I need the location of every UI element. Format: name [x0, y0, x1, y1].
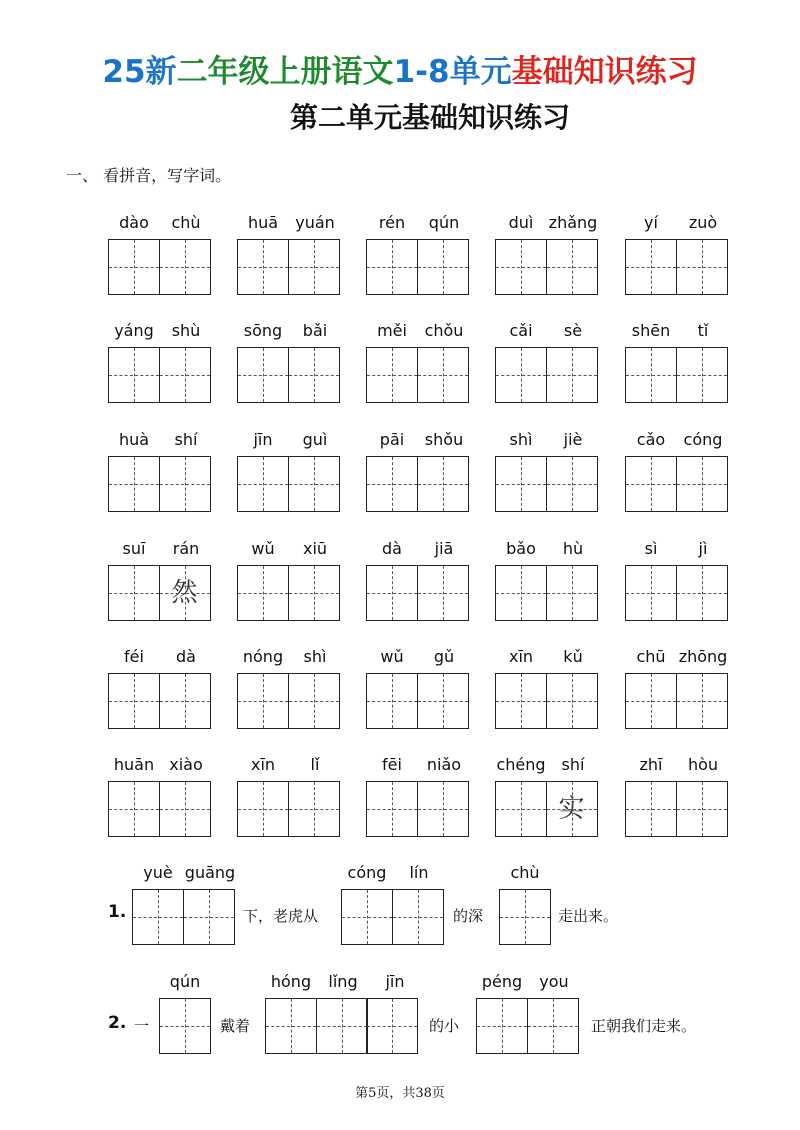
page-title: [0, 46, 800, 91]
word-r5-w3-hint-char: 实: [558, 794, 585, 824]
word-r2-w4-writing-box[interactable]: [625, 456, 729, 512]
sentence-2-word-1-cell-0[interactable]: [159, 998, 211, 1054]
title-part-blue: 25新: [102, 54, 177, 90]
sentence-1-word-1-writing-box[interactable]: [132, 889, 236, 945]
word-r5-w1-pinyin-1: lǐ: [310, 755, 320, 774]
word-r4-w2-cell-1[interactable]: [417, 673, 469, 729]
word-r3-w0-pinyin-0: suī: [122, 539, 146, 558]
word-r0-w1-pinyin-1: yuán: [295, 213, 335, 232]
word-r2-w1-pinyin-1: guì: [302, 430, 328, 449]
sentence-2-word-2-pinyin-0: hóng: [270, 972, 312, 991]
sentence-2-text-1: 戴着: [220, 1017, 251, 1035]
word-r4-w3-writing-box[interactable]: [495, 673, 599, 729]
word-r2-w2-cell-0[interactable]: [366, 456, 418, 512]
word-r4-w3-pinyin-0: xīn: [508, 647, 534, 666]
word-r1-w2-writing-box[interactable]: [366, 347, 470, 403]
word-r0-w4-pinyin-0: yí: [644, 213, 658, 232]
word-r5-w2-writing-box[interactable]: [366, 781, 470, 837]
word-r0-w0-pinyin-0: dào: [119, 213, 149, 232]
word-r4-w4-pinyin-1: zhōng: [678, 647, 728, 666]
word-r5-w0-pinyin-1: xiào: [169, 755, 203, 774]
word-r0-w2-pinyin-1: qún: [428, 213, 460, 232]
sentence-2-word-1-pinyin-0: qún: [169, 972, 201, 991]
word-r5-w2-pinyin-0: fēi: [382, 755, 402, 774]
word-r3-w0-pinyin-1: rán: [172, 539, 200, 558]
sentence-1-word-2-pinyin-1: lín: [409, 863, 429, 882]
word-r4-w1-writing-box[interactable]: [237, 673, 341, 729]
word-r3-w1-writing-box[interactable]: [237, 565, 341, 621]
word-r0-w0-cell-1[interactable]: [159, 239, 211, 295]
title-part-red: 基础知识练习: [511, 54, 698, 90]
word-r2-w1-writing-box[interactable]: [237, 456, 341, 512]
word-r1-w3-pinyin-0: cǎi: [509, 321, 533, 340]
sentence-1-text-1: 下，老虎从: [243, 907, 319, 925]
word-r5-w4-cell-0[interactable]: [625, 781, 677, 837]
word-r5-w3-pinyin-0: chéng: [496, 755, 546, 774]
word-r3-w2-pinyin-0: dà: [382, 539, 402, 558]
word-r4-w4-writing-box[interactable]: [625, 673, 729, 729]
word-r5-w3-pinyin-1: shí: [561, 755, 585, 774]
word-r4-w3-cell-0[interactable]: [495, 673, 547, 729]
word-r5-w2-cell-0[interactable]: [366, 781, 418, 837]
sentence-2-word-2-writing-box[interactable]: [265, 998, 421, 1054]
page-footer: 第5页，共38页: [355, 1086, 445, 1101]
word-r1-w0-cell-1[interactable]: [159, 347, 211, 403]
word-r3-w4-pinyin-1: jì: [698, 539, 708, 558]
word-r4-w0-pinyin-0: féi: [124, 647, 144, 666]
sentence-1-text-2: 的深: [453, 907, 484, 925]
word-r3-w1-cell-0[interactable]: [237, 565, 289, 621]
word-r4-w2-pinyin-0: wǔ: [380, 647, 404, 666]
word-r2-w2-cell-1[interactable]: [417, 456, 469, 512]
word-r2-w1-pinyin-0: jīn: [253, 430, 273, 449]
word-r2-w1-cell-1[interactable]: [288, 456, 340, 512]
word-r1-w2-cell-1[interactable]: [417, 347, 469, 403]
word-r2-w4-pinyin-1: cóng: [683, 430, 723, 449]
sentence-1-word-1-cell-1[interactable]: [183, 889, 235, 945]
word-r4-w0-writing-box[interactable]: [108, 673, 212, 729]
word-r3-w2-cell-0[interactable]: [366, 565, 418, 621]
section-heading: 一、 看拼音，写字词。: [66, 166, 232, 185]
word-r1-w1-writing-box[interactable]: [237, 347, 341, 403]
page-subtitle: 第二单元基础知识练习: [289, 101, 570, 134]
sentence-1-word-3-pinyin-0: chù: [510, 863, 540, 882]
sentence-2-word-2-cell-1[interactable]: [316, 998, 368, 1054]
word-r4-w4-pinyin-0: chū: [636, 647, 666, 666]
word-r1-w3-cell-1[interactable]: [546, 347, 598, 403]
word-r1-w3-cell-0[interactable]: [495, 347, 547, 403]
word-r4-w3-cell-1[interactable]: [546, 673, 598, 729]
word-r0-w3-cell-0[interactable]: [495, 239, 547, 295]
word-r2-w0-writing-box[interactable]: [108, 456, 212, 512]
word-r3-w4-cell-1[interactable]: [676, 565, 728, 621]
word-r5-w0-writing-box[interactable]: [108, 781, 212, 837]
word-r5-w4-writing-box[interactable]: [625, 781, 729, 837]
sentence-2-word-2-pinyin-1: lǐng: [328, 972, 358, 991]
word-r3-w1-pinyin-1: xiū: [302, 539, 328, 558]
word-r2-w0-pinyin-0: huà: [118, 430, 150, 449]
word-r4-w2-cell-0[interactable]: [366, 673, 418, 729]
word-r5-w1-pinyin-0: xīn: [250, 755, 276, 774]
word-r0-w1-writing-box[interactable]: [237, 239, 341, 295]
word-r0-w3-writing-box[interactable]: [495, 239, 599, 295]
word-r3-w0-cell-1[interactable]: [159, 565, 211, 621]
word-r1-w3-writing-box[interactable]: [495, 347, 599, 403]
word-r4-w0-cell-1[interactable]: [159, 673, 211, 729]
word-r5-w0-cell-0[interactable]: [108, 781, 160, 837]
word-r2-w3-writing-box[interactable]: [495, 456, 599, 512]
sentence-2-text-2: 的小: [429, 1017, 460, 1035]
word-r4-w3-pinyin-1: kǔ: [563, 647, 583, 666]
word-r0-w2-cell-0[interactable]: [366, 239, 418, 295]
word-r3-w3-writing-box[interactable]: [495, 565, 599, 621]
word-r1-w4-cell-1[interactable]: [676, 347, 728, 403]
title-part-green: 二年级上册语文: [176, 54, 394, 90]
word-r2-w0-cell-0[interactable]: [108, 456, 160, 512]
sentence-2-word-3-writing-box[interactable]: [476, 998, 580, 1054]
sentence-1-number: 1.: [108, 902, 127, 922]
word-r4-w1-cell-0[interactable]: [237, 673, 289, 729]
word-r3-w2-cell-1[interactable]: [417, 565, 469, 621]
word-r3-w2-pinyin-1: jiā: [434, 539, 454, 558]
word-r2-w0-cell-1[interactable]: [159, 456, 211, 512]
word-r1-w0-cell-0[interactable]: [108, 347, 160, 403]
word-r4-w0-cell-0[interactable]: [108, 673, 160, 729]
word-r3-w0-hint-char: 然: [171, 578, 198, 608]
word-r2-w3-cell-1[interactable]: [546, 456, 598, 512]
sentence-2-word-1-writing-box[interactable]: [159, 998, 211, 1054]
word-r3-w1-pinyin-0: wǔ: [251, 539, 275, 558]
word-r2-w2-writing-box[interactable]: [366, 456, 470, 512]
word-r4-w1-cell-1[interactable]: [288, 673, 340, 729]
word-r0-w4-cell-1[interactable]: [676, 239, 728, 295]
word-r3-w3-pinyin-1: hù: [562, 539, 584, 558]
word-r2-w2-pinyin-1: shǒu: [424, 430, 464, 449]
word-r2-w0-pinyin-1: shí: [174, 430, 198, 449]
word-r2-w3-pinyin-1: jiè: [563, 430, 583, 449]
sentence-1-word-2-writing-box[interactable]: [341, 889, 445, 945]
word-r0-w3-pinyin-1: zhǎng: [548, 213, 598, 232]
word-r3-w3-cell-1[interactable]: [546, 565, 598, 621]
word-r3-w3-pinyin-0: bǎo: [506, 539, 536, 558]
sentence-2-word-3-pinyin-0: péng: [481, 972, 523, 991]
word-r2-w2-pinyin-0: pāi: [379, 430, 405, 449]
word-r1-w4-pinyin-0: shēn: [631, 321, 671, 340]
title-part-blue-2: 1-8单元: [393, 54, 512, 90]
word-r5-w3-writing-box[interactable]: [495, 781, 599, 837]
word-r3-w1-cell-1[interactable]: [288, 565, 340, 621]
sentence-2-word-3-cell-1[interactable]: [527, 998, 579, 1054]
word-r3-w4-writing-box[interactable]: [625, 565, 729, 621]
word-r0-w1-cell-1[interactable]: [288, 239, 340, 295]
word-r5-w1-cell-1[interactable]: [288, 781, 340, 837]
word-r1-w1-pinyin-1: bǎi: [302, 321, 328, 340]
sentence-2-text-3: 正朝我们走来。: [591, 1017, 697, 1035]
word-r2-w4-pinyin-0: cǎo: [636, 430, 666, 449]
sentence-1-word-2-cell-1[interactable]: [392, 889, 444, 945]
sentence-2-word-3-pinyin-1: you: [539, 972, 569, 991]
word-r3-w3-cell-0[interactable]: [495, 565, 547, 621]
sentence-1-word-3-writing-box[interactable]: [499, 889, 551, 945]
word-r3-w2-writing-box[interactable]: [366, 565, 470, 621]
word-r5-w0-cell-1[interactable]: [159, 781, 211, 837]
sentence-1-word-3-cell-0[interactable]: [499, 889, 551, 945]
word-r2-w3-cell-0[interactable]: [495, 456, 547, 512]
word-r5-w1-writing-box[interactable]: [237, 781, 341, 837]
word-r4-w0-pinyin-1: dà: [176, 647, 196, 666]
word-r2-w1-cell-0[interactable]: [237, 456, 289, 512]
word-r2-w4-cell-0[interactable]: [625, 456, 677, 512]
word-r0-w1-cell-0[interactable]: [237, 239, 289, 295]
word-r1-w4-cell-0[interactable]: [625, 347, 677, 403]
word-r5-w4-pinyin-1: hòu: [687, 755, 719, 774]
sentence-1-word-1-pinyin-0: yuè: [143, 863, 173, 882]
word-r3-w0-cell-0[interactable]: [108, 565, 160, 621]
word-r4-w1-pinyin-0: nóng: [242, 647, 284, 666]
sentence-2-word-2-cell-2[interactable]: [366, 998, 418, 1054]
word-r0-w4-cell-0[interactable]: [625, 239, 677, 295]
word-r4-w4-cell-0[interactable]: [625, 673, 677, 729]
word-r3-w0-writing-box[interactable]: [108, 565, 212, 621]
word-r5-w0-pinyin-0: huān: [113, 755, 155, 774]
word-r0-w4-writing-box[interactable]: [625, 239, 729, 295]
word-r0-w0-pinyin-1: chù: [171, 213, 201, 232]
word-r0-w3-cell-1[interactable]: [546, 239, 598, 295]
sentence-2-word-3-cell-0[interactable]: [476, 998, 528, 1054]
word-r1-w4-writing-box[interactable]: [625, 347, 729, 403]
word-r1-w0-pinyin-0: yáng: [114, 321, 154, 340]
word-r5-w3-cell-1[interactable]: [546, 781, 598, 837]
word-r1-w0-writing-box[interactable]: [108, 347, 212, 403]
word-r1-w1-cell-0[interactable]: [237, 347, 289, 403]
word-r3-w4-cell-0[interactable]: [625, 565, 677, 621]
sentence-1-word-1-pinyin-1: guāng: [184, 863, 236, 882]
sentence-2-number: 2.: [108, 1013, 127, 1033]
word-r4-w2-writing-box[interactable]: [366, 673, 470, 729]
word-r0-w0-cell-0[interactable]: [108, 239, 160, 295]
sentence-2-word-2-cell-0[interactable]: [265, 998, 317, 1054]
word-r1-w4-pinyin-1: tǐ: [697, 321, 709, 340]
word-r4-w2-pinyin-1: gǔ: [433, 647, 455, 666]
word-r0-w4-pinyin-1: zuò: [688, 213, 718, 232]
word-r1-w2-pinyin-1: chǒu: [424, 321, 464, 340]
word-r1-w0-pinyin-1: shù: [171, 321, 201, 340]
word-r4-w1-pinyin-1: shì: [303, 647, 327, 666]
word-r5-w2-cell-1[interactable]: [417, 781, 469, 837]
word-r0-w2-writing-box[interactable]: [366, 239, 470, 295]
word-r2-w3-pinyin-0: shì: [509, 430, 533, 449]
word-r0-w2-pinyin-0: rén: [378, 213, 406, 232]
sentence-1-word-2-pinyin-0: cóng: [347, 863, 387, 882]
word-r1-w2-pinyin-0: měi: [377, 321, 407, 340]
word-r0-w0-writing-box[interactable]: [108, 239, 212, 295]
word-r0-w1-pinyin-0: huā: [247, 213, 279, 232]
word-r3-w4-pinyin-0: sì: [644, 539, 658, 558]
sentence-2-word-2-pinyin-2: jīn: [385, 972, 405, 991]
word-r5-w4-pinyin-0: zhī: [639, 755, 663, 774]
sentence-1-text-3: 走出来。: [558, 907, 619, 925]
word-r2-w4-cell-1[interactable]: [676, 456, 728, 512]
word-r5-w3-cell-0[interactable]: [495, 781, 547, 837]
word-r1-w1-cell-1[interactable]: [288, 347, 340, 403]
sentence-1-word-1-cell-0[interactable]: [132, 889, 184, 945]
word-r0-w3-pinyin-0: duì: [508, 213, 534, 232]
word-r5-w4-cell-1[interactable]: [676, 781, 728, 837]
word-r0-w2-cell-1[interactable]: [417, 239, 469, 295]
word-r4-w4-cell-1[interactable]: [676, 673, 728, 729]
word-r1-w1-pinyin-0: sōng: [243, 321, 283, 340]
word-r1-w2-cell-0[interactable]: [366, 347, 418, 403]
sentence-2-lead: 一: [134, 1017, 150, 1035]
word-r5-w2-pinyin-1: niǎo: [426, 755, 462, 774]
sentence-1-word-2-cell-0[interactable]: [341, 889, 393, 945]
word-r5-w1-cell-0[interactable]: [237, 781, 289, 837]
word-r1-w3-pinyin-1: sè: [563, 321, 583, 340]
